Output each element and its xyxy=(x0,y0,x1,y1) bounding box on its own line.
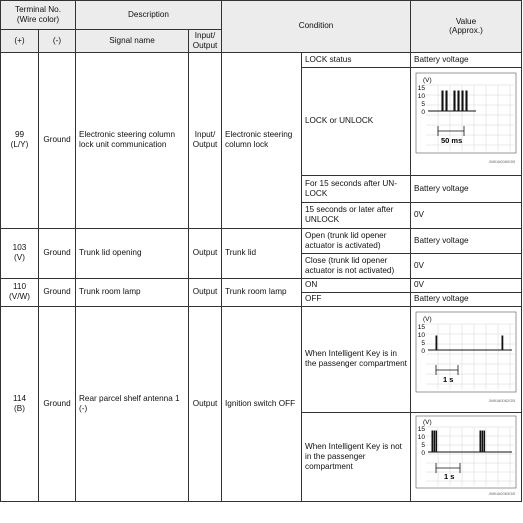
waveform-cell xyxy=(411,306,522,412)
terminal-number: 114 xyxy=(12,393,27,403)
tick-label: 15 xyxy=(417,425,425,433)
sub-condition: OFF xyxy=(302,292,411,306)
value-cell: 0V xyxy=(411,253,522,278)
wire-color: (V) xyxy=(14,253,25,263)
wire-color: (V/W) xyxy=(9,292,30,302)
time-scale-label: 50 ms xyxy=(441,136,463,146)
waveform-trace xyxy=(428,336,512,350)
tick-label: 10 xyxy=(417,332,425,340)
sub-condition: When Intelligent Key is in the passenger compartment xyxy=(302,306,411,412)
sub-condition: Close (trunk lid opener actuator is not activated) xyxy=(302,253,411,278)
tick-label: 0 xyxy=(421,449,425,457)
signal-name: Trunk room lamp xyxy=(76,278,189,306)
plus-header: (+) xyxy=(1,30,39,53)
terminal-number: 99 xyxy=(14,130,25,140)
tick-label: 0 xyxy=(421,109,425,117)
tick-label: 5 xyxy=(421,340,425,348)
waveform-trace xyxy=(428,431,512,452)
unit-label: (V) xyxy=(423,418,432,426)
value-cell: Battery voltage xyxy=(411,175,522,202)
unit-label: (V) xyxy=(423,316,432,324)
terminal-no-header xyxy=(1,1,76,30)
wire-color: (B) xyxy=(14,403,25,413)
minus-header: (-) xyxy=(39,30,76,53)
sub-condition: LOCK status xyxy=(302,52,411,67)
io-cell: Output xyxy=(189,278,222,306)
tick-label: 10 xyxy=(417,433,425,441)
terminal-110 xyxy=(1,278,39,306)
tick-label: 5 xyxy=(421,441,425,449)
condition-cell: Electronic steering column lock xyxy=(222,52,302,228)
figure-code: JMKIA0063GB xyxy=(488,490,515,496)
ground-cell: Ground xyxy=(39,52,76,228)
waveform-cell xyxy=(411,67,522,175)
unit-label: (V) xyxy=(423,77,432,85)
io-cell: Output xyxy=(189,228,222,278)
terminal-number: 103 xyxy=(12,243,27,253)
tick-label: 5 xyxy=(421,101,425,109)
ground-cell: Ground xyxy=(39,278,76,306)
terminal-number: 110 xyxy=(12,282,27,292)
value-cell: Battery voltage xyxy=(411,292,522,306)
signal-name: Rear parcel shelf antenna 1 (-) xyxy=(76,306,189,501)
tick-label: 0 xyxy=(421,348,425,356)
terminal-114 xyxy=(1,306,39,501)
io-header: Input/ Output xyxy=(189,30,222,53)
value-cell: Battery voltage xyxy=(411,52,522,67)
terminal-103 xyxy=(1,228,39,278)
description-header: Description xyxy=(76,1,222,30)
signal-name: Trunk lid opening xyxy=(76,228,189,278)
io-cell: Input/ Output xyxy=(189,52,222,228)
terminal-no-label: Terminal No. xyxy=(15,5,61,15)
sub-condition: 15 seconds or later after UNLOCK xyxy=(302,202,411,228)
approx-label: (Approx.) xyxy=(449,26,483,36)
sub-condition: When Intelligent Key is not in the passenger compartment xyxy=(302,412,411,501)
sub-condition: Open (trunk lid opener actuator is activated) xyxy=(302,228,411,253)
wire-color-label: (Wire color) xyxy=(16,15,60,24)
figure-code: JMKIA0060GB xyxy=(488,159,515,165)
condition-cell: Trunk lid xyxy=(222,228,302,278)
signal-name-header: Signal name xyxy=(76,30,189,53)
condition-cell: Trunk room lamp xyxy=(222,278,302,306)
tick-label: 10 xyxy=(417,93,425,101)
value-cell: 0V xyxy=(411,202,522,228)
condition-cell: Ignition switch OFF xyxy=(222,306,302,501)
ground-cell: Ground xyxy=(39,228,76,278)
waveform-key-inside xyxy=(414,310,518,408)
io-cell: Output xyxy=(189,306,222,501)
waveform-cell xyxy=(411,412,522,501)
figure-code: JMKIA0062GB xyxy=(488,398,515,404)
tick-label: 15 xyxy=(417,324,425,332)
sub-condition: ON xyxy=(302,278,411,292)
condition-header: Condition xyxy=(222,1,411,53)
value-header xyxy=(411,1,522,53)
waveform-lock-unlock xyxy=(414,71,518,171)
ground-cell: Ground xyxy=(39,306,76,501)
sub-condition: LOCK or UNLOCK xyxy=(302,67,411,175)
waveform-key-outside xyxy=(414,414,518,500)
waveform-trace xyxy=(428,91,476,111)
value-cell: 0V xyxy=(411,278,522,292)
time-scale-label: 1 s xyxy=(444,471,455,481)
terminal-99 xyxy=(1,52,39,228)
signal-name: Electronic steering column lock unit communication xyxy=(76,52,189,228)
wire-color: (L/Y) xyxy=(10,140,29,150)
time-scale-label: 1 s xyxy=(443,375,454,385)
value-label: Value xyxy=(455,16,477,26)
sub-condition: For 15 seconds after UN-LOCK xyxy=(302,175,411,202)
tick-label: 15 xyxy=(417,85,425,93)
value-cell: Battery voltage xyxy=(411,228,522,253)
